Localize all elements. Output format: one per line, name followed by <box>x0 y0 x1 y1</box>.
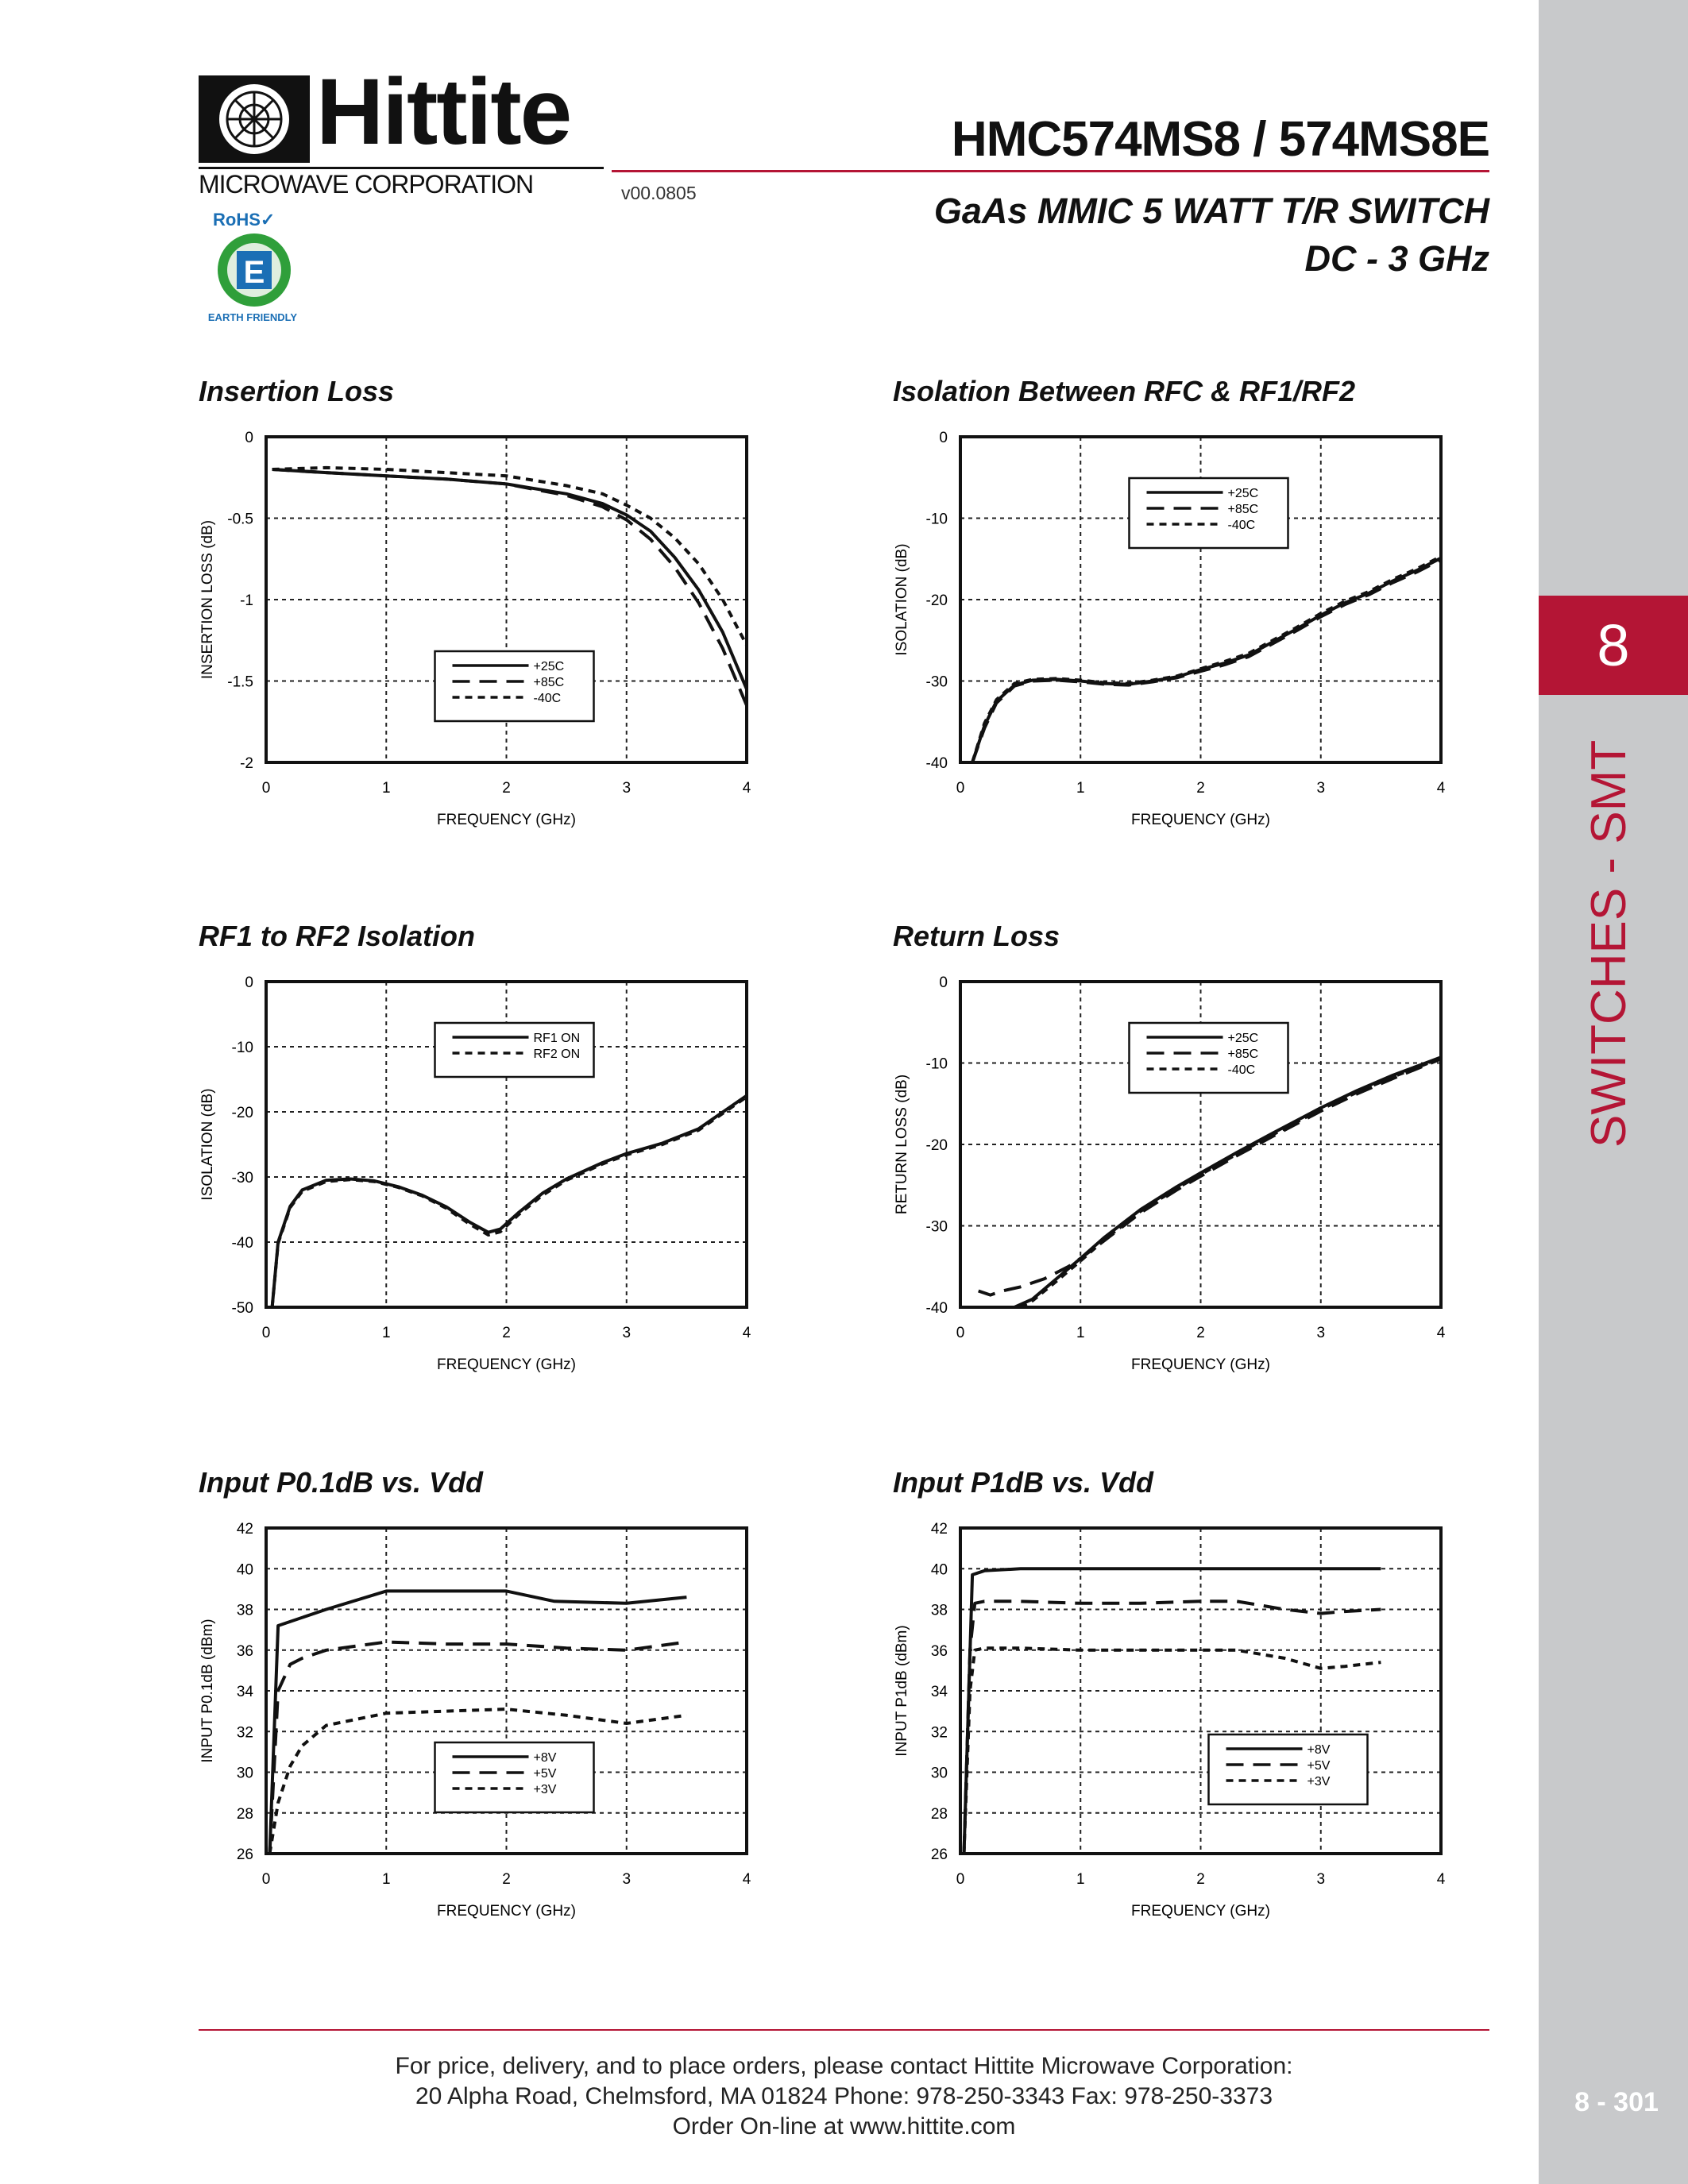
y-tick-label: 40 <box>236 1561 253 1579</box>
input-p01db-chart <box>183 1512 763 1933</box>
y-axis-label: INPUT P1dB (dBm) <box>894 1625 910 1757</box>
series-line <box>272 1096 747 1308</box>
x-tick-label: 4 <box>1436 780 1446 797</box>
y-tick-label: -1 <box>240 592 253 609</box>
product-subtitle-line2: DC - 3 GHz <box>1304 238 1489 279</box>
y-tick-label: 42 <box>236 1521 253 1538</box>
rohs-badge-label: RoHS✓ <box>213 210 276 230</box>
legend-label: +25C <box>533 660 565 673</box>
y-tick-label: -50 <box>231 1300 253 1317</box>
footer-website-link[interactable]: Order On-line at www.hittite.com <box>672 2113 1016 2140</box>
x-tick-label: 2 <box>1196 1871 1205 1888</box>
y-tick-label: -40 <box>925 1300 948 1317</box>
x-axis-label: FREQUENCY (GHz) <box>1131 1903 1270 1920</box>
chart-title: Input P0.1dB vs. Vdd <box>199 1466 484 1499</box>
legend-box <box>435 1742 594 1812</box>
y-tick-label: 42 <box>930 1521 948 1538</box>
y-tick-label: 0 <box>245 430 253 446</box>
x-tick-label: 2 <box>502 1871 511 1888</box>
x-axis-label: FREQUENCY (GHz) <box>437 1356 576 1373</box>
x-tick-label: 2 <box>1196 1325 1205 1341</box>
product-subtitle-line1: GaAs MMIC 5 WATT T/R SWITCH <box>933 191 1489 231</box>
x-axis-label: FREQUENCY (GHz) <box>1131 812 1270 828</box>
hittite-logo-mark <box>199 75 310 163</box>
y-tick-label: -40 <box>231 1235 253 1252</box>
y-tick-label: -30 <box>231 1170 253 1187</box>
y-tick-label: 26 <box>930 1846 948 1863</box>
legend-label: +85C <box>533 676 565 689</box>
legend-label: RF2 ON <box>533 1048 581 1061</box>
x-tick-label: 1 <box>381 780 391 797</box>
y-tick-label: 34 <box>236 1684 253 1700</box>
x-tick-label: 1 <box>1076 1325 1085 1341</box>
y-tick-label: 40 <box>930 1561 948 1579</box>
x-tick-label: 0 <box>261 1325 271 1341</box>
company-logo-subtitle: MICROWAVE CORPORATION <box>199 170 534 199</box>
y-tick-label: 30 <box>236 1765 253 1782</box>
x-tick-label: 3 <box>622 1871 632 1888</box>
legend-label: +3V <box>1307 1775 1331 1788</box>
rohs-badge <box>197 205 308 324</box>
x-tick-label: 0 <box>261 780 271 797</box>
rf1-rf2-isolation-chart <box>183 966 763 1387</box>
legend-label: +8V <box>1307 1743 1331 1757</box>
y-tick-label: 0 <box>939 430 948 446</box>
x-tick-label: 2 <box>1196 780 1205 797</box>
legend-label: +3V <box>533 1783 557 1796</box>
x-tick-label: 0 <box>956 780 965 797</box>
isolation-rfc-chart <box>877 421 1457 842</box>
legend-label: +85C <box>1227 1048 1259 1061</box>
x-tick-label: 3 <box>622 780 632 797</box>
legend-box <box>1130 478 1288 548</box>
series-line <box>1021 1058 1441 1307</box>
chart-title: RF1 to RF2 Isolation <box>199 920 476 952</box>
y-tick-label: -20 <box>925 592 948 609</box>
y-tick-label: 0 <box>245 974 253 991</box>
y-tick-label: -20 <box>231 1105 253 1121</box>
legend-label: +25C <box>1227 1032 1259 1045</box>
y-tick-label: 0 <box>939 974 948 991</box>
series-line <box>272 1097 747 1307</box>
y-tick-label: -1.5 <box>227 673 253 691</box>
x-tick-label: 3 <box>1316 780 1326 797</box>
legend-label: +5V <box>533 1767 557 1781</box>
x-tick-label: 4 <box>742 1325 751 1341</box>
chart-title: Insertion Loss <box>199 375 395 407</box>
x-tick-label: 1 <box>1076 780 1085 797</box>
title-rule <box>612 170 1489 172</box>
y-tick-label: -0.5 <box>227 511 253 528</box>
x-tick-label: 3 <box>1316 1325 1326 1341</box>
x-tick-label: 2 <box>502 1325 511 1341</box>
x-tick-label: 2 <box>502 780 511 797</box>
legend-label: +8V <box>533 1751 557 1765</box>
legend-label: +25C <box>1227 487 1259 500</box>
x-tick-label: 1 <box>381 1871 391 1888</box>
x-tick-label: 3 <box>1316 1871 1326 1888</box>
y-axis-label: ISOLATION (dB) <box>894 543 910 656</box>
y-tick-label: -30 <box>925 673 948 691</box>
legend-label: -40C <box>533 692 562 705</box>
x-tick-label: 0 <box>261 1871 271 1888</box>
y-tick-label: 38 <box>236 1602 253 1619</box>
x-axis-label: FREQUENCY (GHz) <box>1131 1356 1270 1373</box>
y-axis-label: ISOLATION (dB) <box>199 1088 216 1201</box>
series-line <box>979 1059 1441 1295</box>
chart-title: Return Loss <box>893 920 1060 952</box>
x-tick-label: 4 <box>1436 1871 1446 1888</box>
part-number-title: HMC574MS8 / 574MS8E <box>951 112 1489 167</box>
series-line <box>972 557 1441 762</box>
y-axis-label: INSERTION LOSS (dB) <box>199 519 216 680</box>
y-tick-label: -30 <box>925 1218 948 1236</box>
section-number-tab: 8 <box>1539 596 1688 695</box>
x-tick-label: 4 <box>742 780 751 797</box>
y-tick-label: 32 <box>236 1724 253 1742</box>
y-tick-label: 34 <box>930 1684 948 1700</box>
x-tick-label: 4 <box>742 1871 751 1888</box>
legend-label: RF1 ON <box>533 1032 581 1045</box>
y-tick-label: 30 <box>930 1765 948 1782</box>
x-tick-label: 1 <box>381 1325 391 1341</box>
y-tick-label: 36 <box>236 1642 253 1660</box>
series-line <box>972 558 1441 762</box>
version-label: v00.0805 <box>621 183 697 203</box>
y-tick-label: 38 <box>930 1602 948 1619</box>
series-line <box>964 1601 1381 1854</box>
y-tick-label: 36 <box>930 1642 948 1660</box>
section-title <box>1581 1076 1637 1148</box>
y-tick-label: 28 <box>236 1805 253 1823</box>
chart-title: Isolation Between RFC & RF1/RF2 <box>893 375 1356 407</box>
insertion-loss-chart <box>183 421 763 842</box>
logo-rule <box>199 167 604 169</box>
y-tick-label: 26 <box>236 1846 253 1863</box>
y-tick-label: -10 <box>925 1055 948 1073</box>
y-tick-label: -2 <box>240 755 253 772</box>
legend-box <box>1130 1023 1288 1093</box>
footer-address-line: 20 Alpha Road, Chelmsford, MA 01824 Phone: 978-250-3343 Fax: 978-250-3373 <box>415 2083 1273 2109</box>
rohs-badge-caption: EARTH FRIENDLY <box>207 311 298 323</box>
rohs-badge-letter: E <box>243 255 265 290</box>
input-p1db-chart <box>877 1512 1457 1933</box>
y-tick-label: 32 <box>930 1724 948 1742</box>
y-axis-label: RETURN LOSS (dB) <box>894 1074 910 1215</box>
y-axis-label: INPUT P0.1dB (dBm) <box>199 1619 216 1763</box>
legend-label: +85C <box>1227 503 1259 516</box>
x-tick-label: 0 <box>956 1871 965 1888</box>
legend-box <box>435 651 594 721</box>
x-axis-label: FREQUENCY (GHz) <box>437 1903 576 1920</box>
y-tick-label: 28 <box>930 1805 948 1823</box>
company-logo-text: Hittite <box>316 60 571 164</box>
legend-label: -40C <box>1227 519 1256 532</box>
legend-box <box>1209 1734 1368 1804</box>
x-tick-label: 0 <box>956 1325 965 1341</box>
y-tick-label: -10 <box>925 511 948 528</box>
x-axis-label: FREQUENCY (GHz) <box>437 812 576 828</box>
page-number: 8 - 301 <box>1574 2087 1659 2117</box>
x-tick-label: 4 <box>1436 1325 1446 1341</box>
series-line <box>972 560 1441 762</box>
x-tick-label: 1 <box>1076 1871 1085 1888</box>
return-loss-chart <box>877 966 1457 1387</box>
legend-label: -40C <box>1227 1063 1256 1077</box>
series-line <box>964 1569 1381 1854</box>
y-tick-label: -40 <box>925 755 948 772</box>
x-tick-label: 3 <box>622 1325 632 1341</box>
y-tick-label: -20 <box>925 1137 948 1154</box>
legend-label: +5V <box>1307 1759 1331 1773</box>
footer-contact-line: For price, delivery, and to place orders, please contact Hittite Microwave Corporation: <box>395 2053 1293 2079</box>
footer-rule <box>199 2029 1489 2031</box>
series-line <box>1014 1057 1441 1307</box>
chart-title: Input P1dB vs. Vdd <box>893 1466 1154 1499</box>
y-tick-label: -10 <box>231 1040 253 1056</box>
